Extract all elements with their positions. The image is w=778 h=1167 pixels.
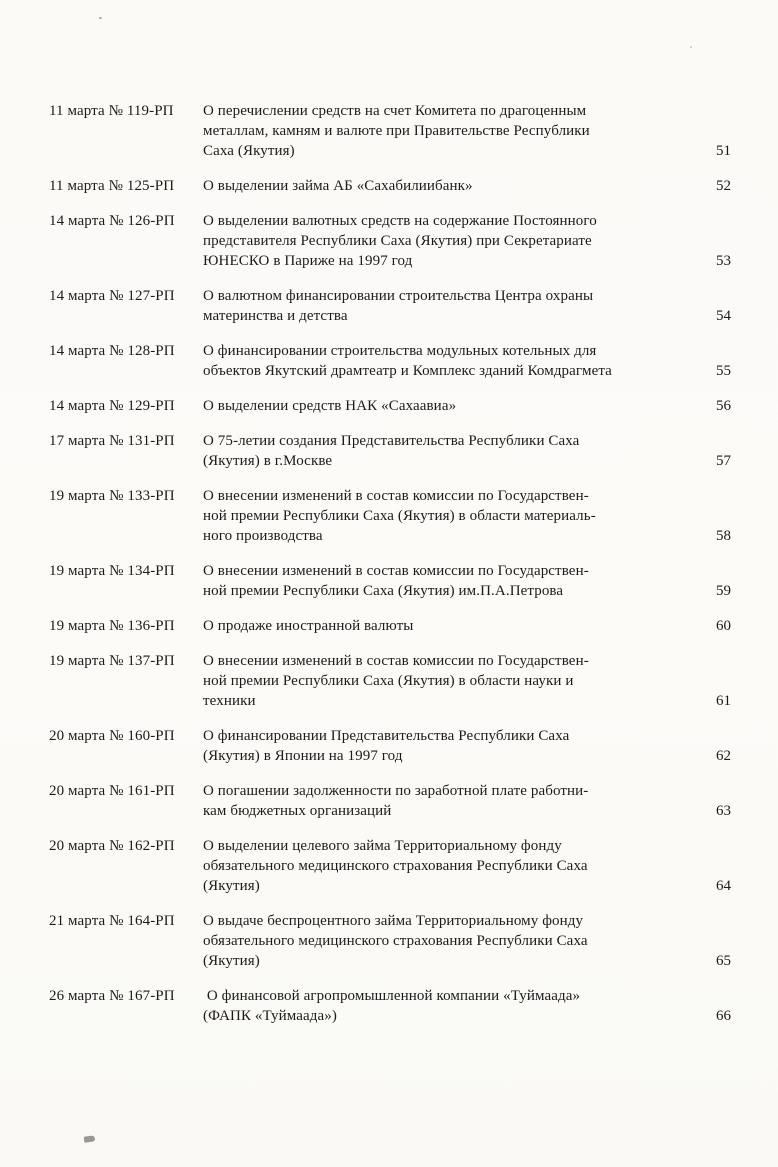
entry-title-line: О финансировании Представительства Республики Саха	[203, 728, 570, 744]
entry-page-number: 62	[716, 748, 731, 764]
entry-title-line: ного производства	[203, 528, 323, 544]
toc-entry	[49, 101, 731, 161]
toc-entry	[49, 286, 731, 326]
scan-artifact	[84, 1135, 96, 1142]
entry-title-line: О выделении валютных средств на содержание Постоянного	[203, 213, 597, 229]
entry-title	[203, 341, 697, 381]
entry-title-line: объектов Якутский драмтеатр и Комплекс зданий Комдрагмета	[203, 363, 612, 379]
entry-date: 19 марта № 137-РП	[49, 653, 175, 669]
toc-entry	[49, 211, 731, 271]
entry-page-number: 66	[716, 1008, 731, 1024]
entry-date: 14 марта № 127-РП	[49, 288, 175, 304]
entry-title	[203, 836, 697, 896]
entry-date: 20 марта № 161-РП	[49, 783, 175, 799]
entry-title-line: О финансовой агропромышленной компании «Туймаада»	[203, 988, 581, 1004]
entry-title-line: ЮНЕСКО в Париже на 1997 год	[203, 253, 413, 269]
entry-date: 19 марта № 136-РП	[49, 618, 175, 634]
entry-date: 19 марта № 134-РП	[49, 563, 175, 579]
entry-page-number: 51	[716, 143, 731, 159]
entry-title-line: ной премии Республики Саха (Якутия) им.П.А.Петрова	[203, 583, 564, 599]
entry-title	[203, 781, 697, 821]
toc-entry	[49, 986, 731, 1026]
entry-date: 14 марта № 129-РП	[49, 398, 175, 414]
entry-title-line: обязательного медицинского страхования Республики Саха	[203, 858, 588, 874]
entry-title-line: О выдаче беспроцентного займа Территориальному фонду	[203, 913, 584, 929]
entry-title-line: (Якутия)	[203, 878, 260, 894]
entry-title	[203, 726, 697, 766]
toc-entry	[49, 781, 731, 821]
entry-title	[203, 396, 697, 416]
toc-entry	[49, 176, 731, 196]
toc-entry	[49, 616, 731, 636]
entry-title	[203, 561, 697, 601]
entry-date: 11 марта № 119-РП	[49, 103, 174, 119]
entry-date: 21 марта № 164-РП	[49, 913, 175, 929]
entry-date: 20 марта № 160-РП	[49, 728, 175, 744]
entry-title	[203, 986, 697, 1026]
entry-page-number: 57	[716, 453, 731, 469]
entry-title-line: (ФАПК «Туймаада»)	[203, 1008, 337, 1024]
entry-title-line: материнства и детства	[203, 308, 348, 324]
toc-entry	[49, 341, 731, 381]
entry-title	[203, 431, 697, 471]
entry-title-line: ной премии Республики Саха (Якутия) в области материаль-	[203, 508, 596, 524]
entry-title	[203, 211, 697, 271]
entry-title-line: металлам, камням и валюте при Правительстве Республики	[203, 123, 590, 139]
entry-page-number: 65	[716, 953, 731, 969]
entry-date: 14 марта № 126-РП	[49, 213, 175, 229]
entry-title-line: О продаже иностранной валюты	[203, 618, 414, 634]
toc-entry	[49, 486, 731, 546]
entry-title-line: О выделении целевого займа Территориальному фонду	[203, 838, 562, 854]
entry-page-number: 58	[716, 528, 731, 544]
entry-page-number: 59	[716, 583, 731, 599]
entry-title-line: О выделении средств НАК «Сахаавиа»	[203, 398, 457, 414]
entry-date: 20 марта № 162-РП	[49, 838, 175, 854]
entry-title	[203, 616, 697, 636]
entry-title-line: О внесении изменений в состав комиссии по Государствен-	[203, 653, 589, 669]
entry-page-number: 56	[716, 398, 731, 414]
entry-title-line: О погашении задолженности по заработной плате работни-	[203, 783, 589, 799]
entry-page-number: 60	[716, 618, 731, 634]
toc-list	[49, 101, 731, 1041]
entry-title-line: О финансировании строительства модульных котельных для	[203, 343, 597, 359]
toc-entry	[49, 836, 731, 896]
entry-title-line: О валютном финансировании строительства Центра охраны	[203, 288, 594, 304]
entry-title	[203, 911, 697, 971]
toc-entry	[49, 726, 731, 766]
entry-title-line: (Якутия)	[203, 953, 260, 969]
entry-title-line: О перечислении средств на счет Комитета по драгоценным	[203, 103, 587, 119]
entry-title-line: О выделении займа АБ «Сахабилиибанк»	[203, 178, 473, 194]
entry-page-number: 55	[716, 363, 731, 379]
entry-title-line: О внесении изменений в состав комиссии по Государствен-	[203, 563, 589, 579]
toc-entry	[49, 651, 731, 711]
entry-title-line: Саха (Якутия)	[203, 143, 295, 159]
entry-title-line: (Якутия) в Японии на 1997 год	[203, 748, 403, 764]
entry-title	[203, 486, 697, 546]
entry-page-number: 61	[716, 693, 731, 709]
entry-title	[203, 651, 697, 711]
entry-title-line: О внесении изменений в состав комиссии по Государствен-	[203, 488, 589, 504]
entry-title-line: техники	[203, 693, 256, 709]
entry-date: 19 марта № 133-РП	[49, 488, 175, 504]
scan-artifact	[690, 46, 692, 48]
entry-title	[203, 286, 697, 326]
toc-entry	[49, 561, 731, 601]
entry-page-number: 64	[716, 878, 731, 894]
entry-title	[203, 101, 697, 161]
entry-page-number: 63	[716, 803, 731, 819]
entry-title-line: кам бюджетных организаций	[203, 803, 392, 819]
toc-entry	[49, 396, 731, 416]
entry-page-number: 52	[716, 178, 731, 194]
toc-entry	[49, 911, 731, 971]
entry-title-line: О 75-летии создания Представительства Республики Саха	[203, 433, 580, 449]
entry-page-number: 54	[716, 308, 731, 324]
entry-title	[203, 176, 697, 196]
entry-date: 26 марта № 167-РП	[49, 988, 175, 1004]
scan-artifact	[99, 17, 102, 19]
toc-entry	[49, 431, 731, 471]
entry-title-line: представителя Республики Саха (Якутия) при Секретариате	[203, 233, 592, 249]
entry-date: 11 марта № 125-РП	[49, 178, 175, 194]
entry-page-number: 53	[716, 253, 731, 269]
entry-title-line: ной премии Республики Саха (Якутия) в области науки и	[203, 673, 574, 689]
entry-date: 14 марта № 128-РП	[49, 343, 175, 359]
entry-date: 17 марта № 131-РП	[49, 433, 175, 449]
entry-title-line: обязательного медицинского страхования Республики Саха	[203, 933, 588, 949]
entry-title-line: (Якутия) в г.Москве	[203, 453, 333, 469]
